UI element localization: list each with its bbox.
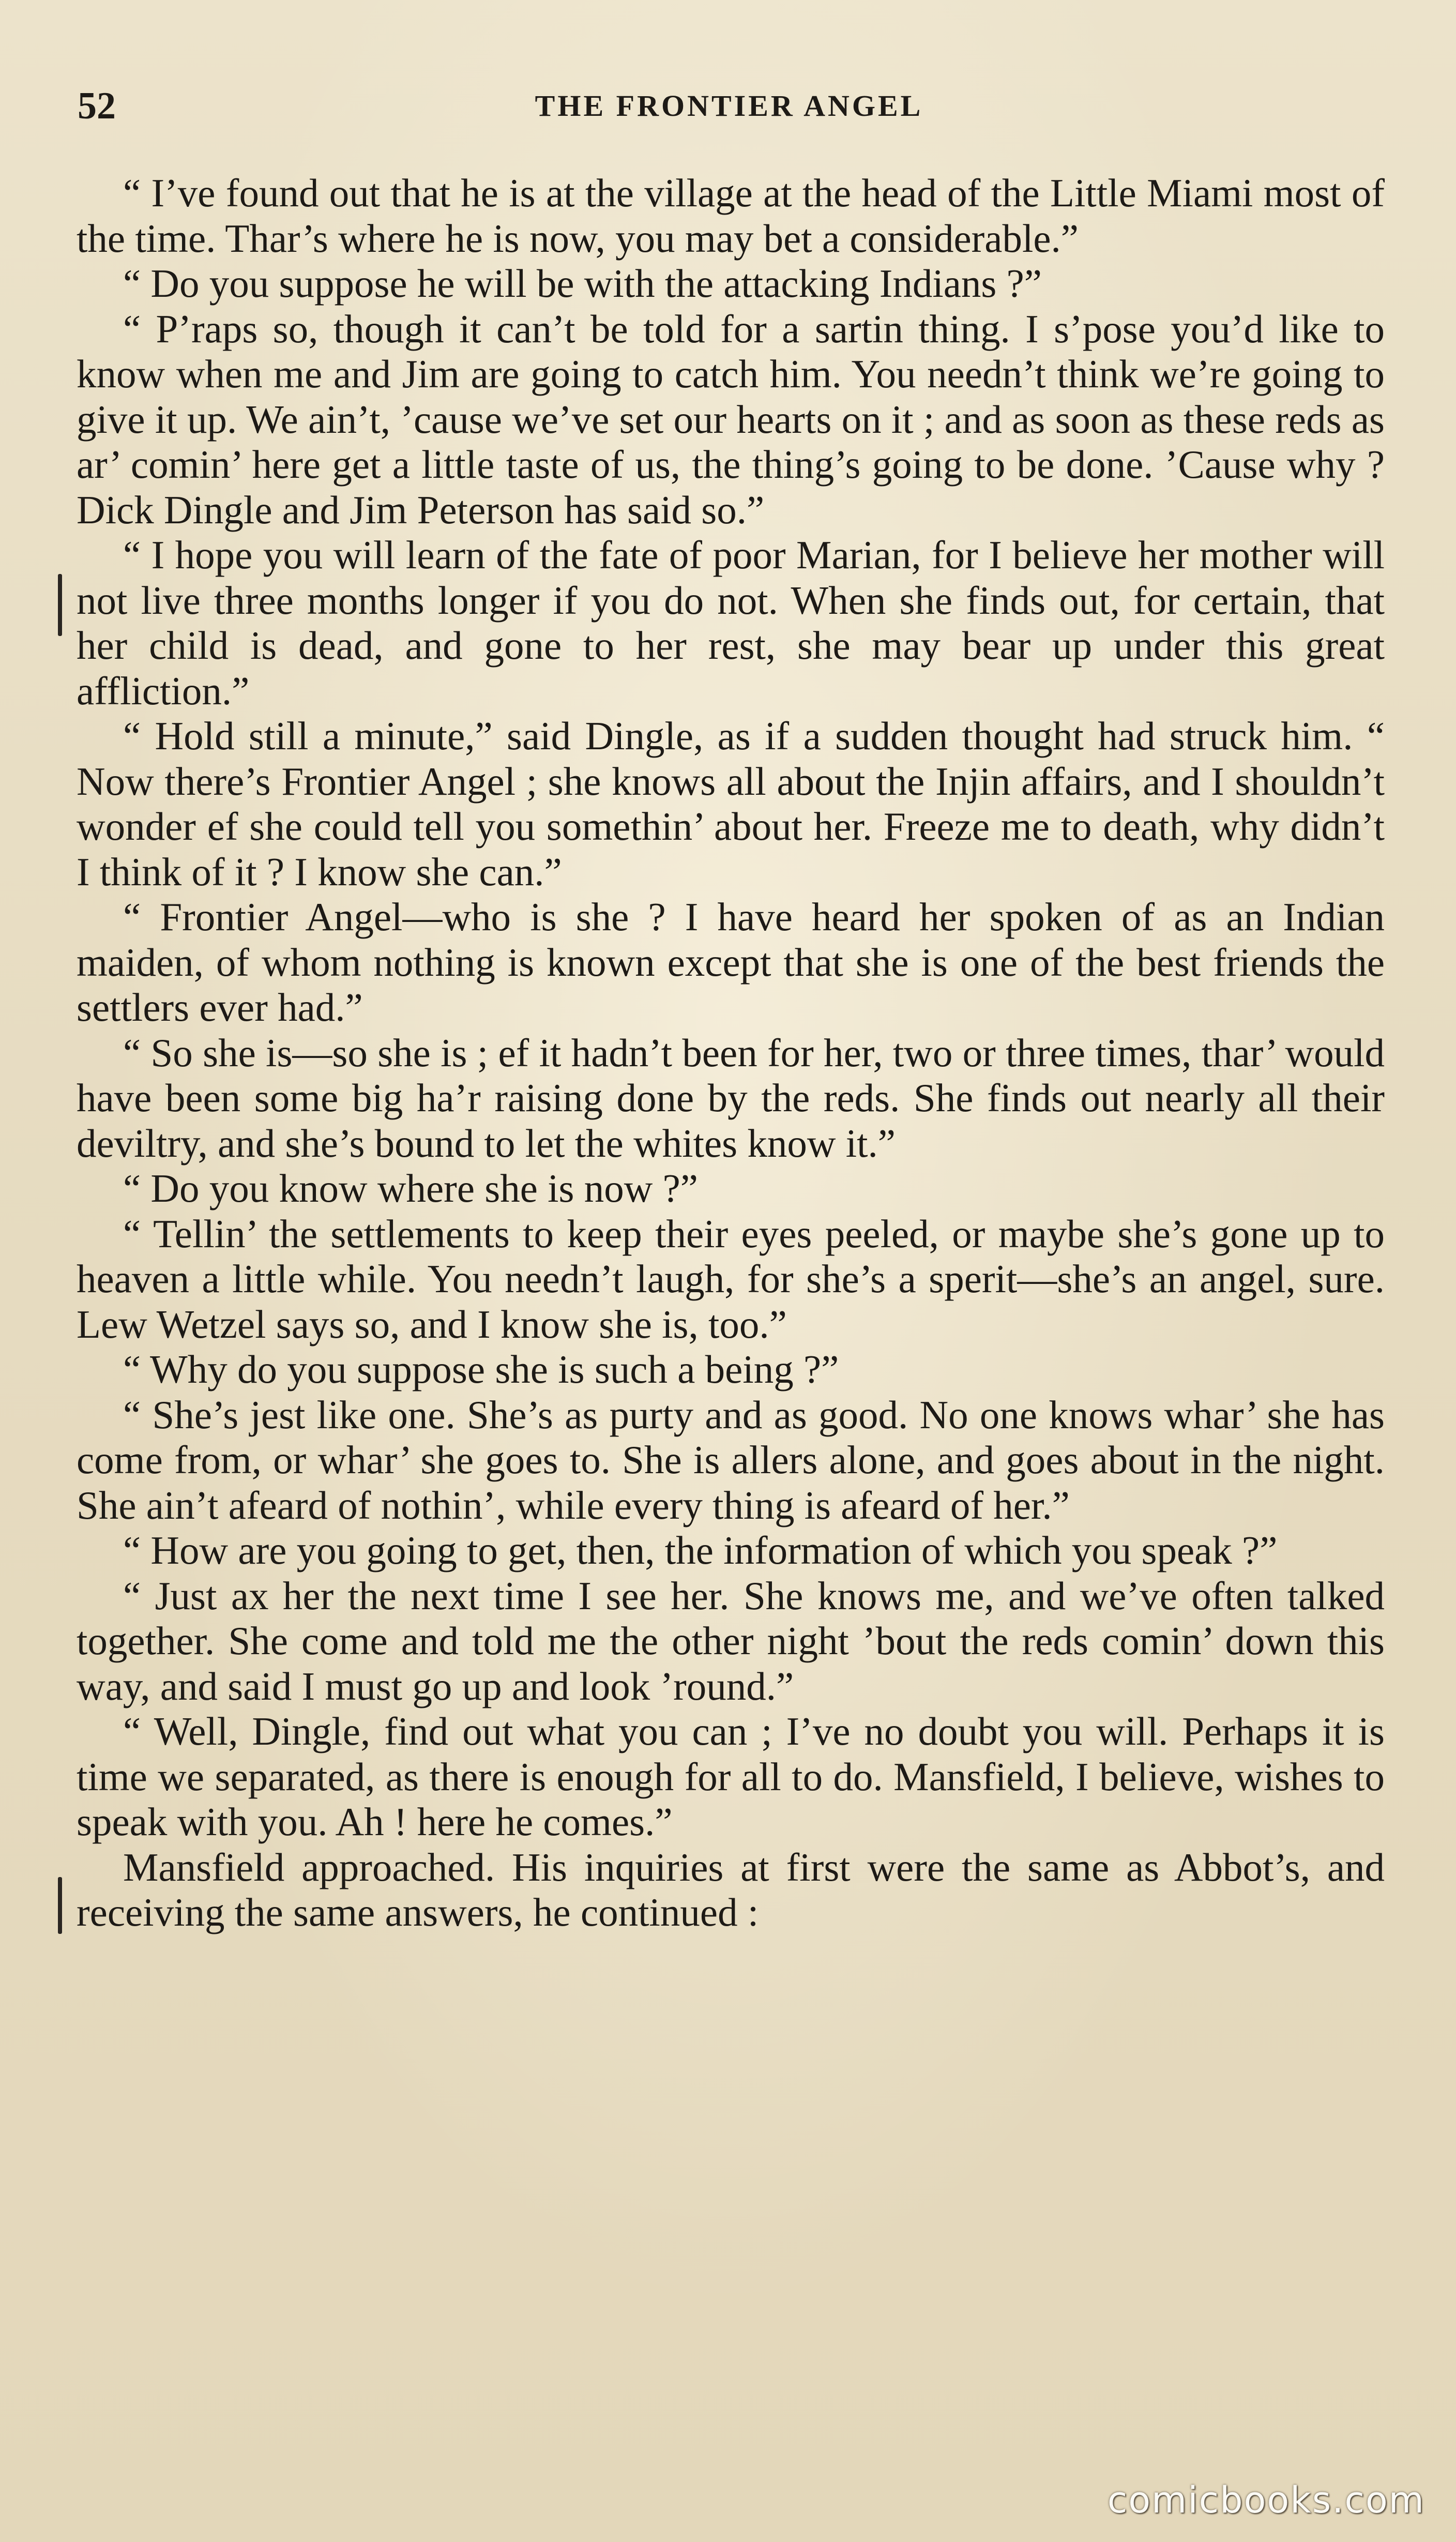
- body-text: [77, 171, 1385, 1935]
- paragraph: Mansfield approached. His inquiries at first were the same as Abbot’s, and receiving the same answers, he continued :: [77, 1844, 1385, 1934]
- paragraph: “ She’s jest like one. She’s as purty and as good. No one knows whar’ she has come from, or whar’ she goes to. She is allers alone, and goes about in the night. She ain’t afeard of nothin’, while every thing is afeard of her.”: [77, 1392, 1385, 1527]
- paragraph: “ Do you suppose he will be with the attacking Indians ?”: [123, 261, 1042, 306]
- paragraph: “ Do you know where she is now ?”: [123, 1166, 698, 1211]
- page-number: 52: [78, 85, 116, 127]
- margin-mark: [58, 574, 62, 636]
- paragraph: “ Frontier Angel—who is she ? I have heard her spoken of as an Indian maiden, of whom nothing is known except that she is one of the best friends the settlers ever had.”: [77, 895, 1385, 1030]
- paragraph: “ Tellin’ the settlements to keep their eyes peeled, or maybe she’s gone up to heaven a little while. You needn’t laugh, for she’s a sperit—she’s an angel, sure. Lew Wetzel says so, and I know she is, too.”: [77, 1211, 1385, 1346]
- page-header: [78, 78, 1381, 134]
- margin-mark: [58, 1877, 62, 1934]
- paragraph: “ Just ax her the next time I see her. She knows me, and we’ve often talked together. She come and told me the other night ’bout the reds comin’ down this way, and said I must go up and look ’round.”: [77, 1573, 1385, 1708]
- paragraph: “ I hope you will learn of the fate of poor Marian, for I believe her mother will not live three months longer if you do not. When she finds out, for certain, that her child is dead, and gone to her rest, she may bear up under this great affliction.”: [77, 533, 1385, 713]
- watermark: comicbooks.com: [1107, 2479, 1425, 2521]
- paragraph: “ So she is—so she is ; ef it hadn’t been for her, two or three times, thar’ would have been some big ha’r raising done by the reds. She finds out nearly all their deviltry, and she’s bound to let the whites know it.”: [77, 1030, 1385, 1166]
- running-head: THE FRONTIER ANGEL: [535, 89, 923, 123]
- paragraph: “ Why do you suppose she is such a being ?”: [123, 1347, 839, 1391]
- paragraph: “ P’raps so, though it can’t be told for a sartin thing. I s’pose you’d like to know when me and Jim are going to catch him. You needn’t think we’re going to give it up. We ain’t, ’cause we’ve set our hearts on it ; and as soon as these reds as ar’ comin’ here get a little taste of us, the thing’s going to be done. ’Cause why ? Dick Dingle and Jim Peterson has said so.”: [77, 306, 1385, 532]
- paragraph: “ I’ve found out that he is at the village at the head of the Little Miami most of the time. Thar’s where he is now, you may bet a considerable.”: [77, 171, 1385, 261]
- paragraph: “ Well, Dingle, find out what you can ; I’ve no doubt you will. Perhaps it is time we separated, as there is enough for all to do. Mansfield, I believe, wishes to speak with you. Ah ! here he comes.”: [77, 1709, 1385, 1844]
- paragraph: “ Hold still a minute,” said Dingle, as if a sudden thought had struck him. “ Now there’s Frontier Angel ; she knows all about the Injin affairs, and I shouldn’t wonder ef she could tell you somethin’ about her. Freeze me to death, why didn’t I think of it ? I know she can.”: [77, 714, 1385, 894]
- paragraph: “ How are you going to get, then, the information of which you speak ?”: [123, 1528, 1278, 1572]
